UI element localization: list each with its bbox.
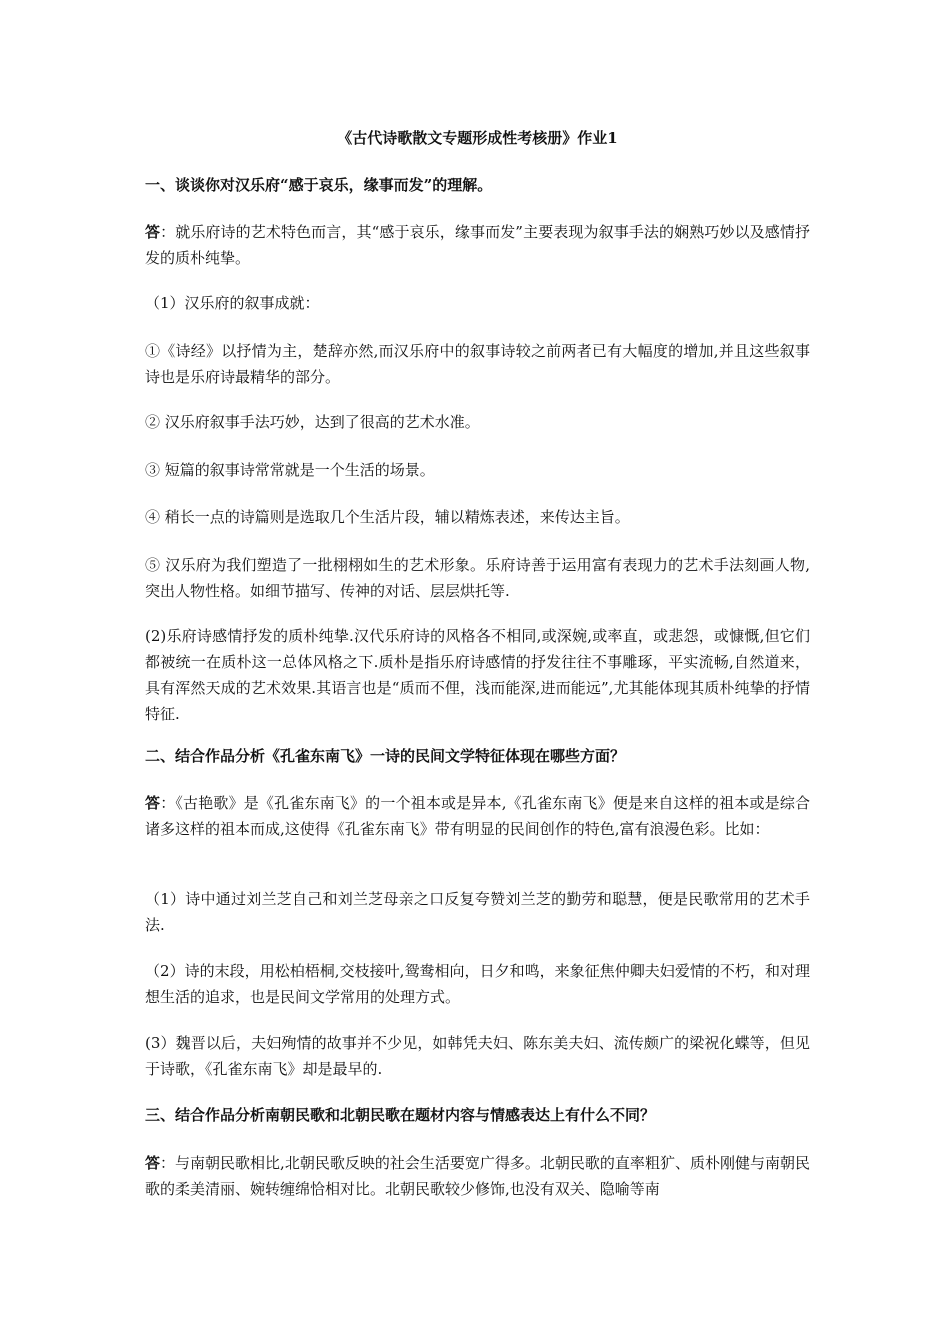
paragraph-1-4: ③ 短篇的叙事诗常常就是一个生活的场景。 [145,461,435,479]
answer-1-text: ：就乐府诗的艺术特色而言，其“感于哀乐，缘事而发”主要表现为叙事手法的娴熟巧妙以及感情抒发的质朴纯挚。 [145,223,810,267]
question-2: 二、结合作品分析《孔雀东南飞》一诗的民间文学特征体现在哪些方面？ [145,747,626,765]
paragraph-2-2: （2）诗的末段，用松柏梧桐,交枝接叶,鸳鸯相向，日夕和鸣，来象征焦仲卿夫妇爱情的不朽，和对理想生活的追求，也是民间文学常用的处理方式。 [145,962,810,1006]
paragraph-2-1: （1）诗中通过刘兰芝自己和刘兰芝母亲之口反复夸赞刘兰芝的勤劳和聪慧，便是民歌常用的艺术手法. [145,890,810,934]
paragraph-1-6: ⑤ 汉乐府为我们塑造了一批栩栩如生的艺术形象。乐府诗善于运用富有表现力的艺术手法刻画人物,突出人物性格。如细节描写、传神的对话、层层烘托等. [145,556,810,600]
paragraph-1-1: （1）汉乐府的叙事成就： [145,294,320,312]
answer-3 [145,1150,810,1202]
answer-2 [145,790,810,842]
paragraph-2-3: (3）魏晋以后，夫妇殉情的故事并不少见，如韩凭夫妇、陈东美夫妇、流传颇广的梁祝化蝶等，但见于诗歌，《孔雀东南飞》却是最早的. [145,1034,810,1078]
paragraph-1-2: ①《诗经》以抒情为主，楚辞亦然,而汉乐府中的叙事诗较之前两者已有大幅度的增加,并且这些叙事诗也是乐府诗最精华的部分。 [145,342,810,386]
answer-label: 答 [145,794,161,812]
answer-label: 答 [145,223,161,241]
question-1: 一、谈谈你对汉乐府“感于哀乐，缘事而发”的理解。 [145,176,493,194]
answer-3-text: ：与南朝民歌相比,北朝民歌反映的社会生活要宽广得多。北朝民歌的直率粗犷、质朴刚健与南朝民歌的柔美清丽、婉转缠绵恰相对比。北朝民歌较少修饰,也没有双关、隐喻等南 [145,1154,810,1198]
document-title: 《古代诗歌散文专题形成性考核册》作业1 [337,129,618,147]
answer-2-text: ：《古艳歌》是《孔雀东南飞》的一个祖本或是异本,《孔雀东南飞》便是来自这样的祖本或是综合诸多这样的祖本而成,这使得《孔雀东南飞》带有明显的民间创作的特色,富有浪漫色彩。比如： [145,794,810,838]
answer-label: 答 [145,1154,161,1172]
paragraph-1-7: (2)乐府诗感情抒发的质朴纯挚.汉代乐府诗的风格各不相同,或深婉,或率直，或悲怨，或慷慨,但它们都被统一在质朴这一总体风格之下.质朴是指乐府诗感情的抒发往往不事雕琢，平实流畅,自然道来，具有浑然天成的艺术效果.其语言也是“质而不俚，浅而能深,进而能远”,尤其能体现其质朴纯挚的抒情特征. [145,627,810,723]
question-3: 三、结合作品分析南朝民歌和北朝民歌在题材内容与情感表达上有什么不同？ [145,1106,656,1124]
answer-1 [145,219,810,271]
paragraph-1-5: ④ 稍长一点的诗篇则是选取几个生活片段，辅以精炼表述，来传达主旨。 [145,508,630,526]
paragraph-1-3: ② 汉乐府叙事手法巧妙，达到了很高的艺术水准。 [145,413,480,431]
